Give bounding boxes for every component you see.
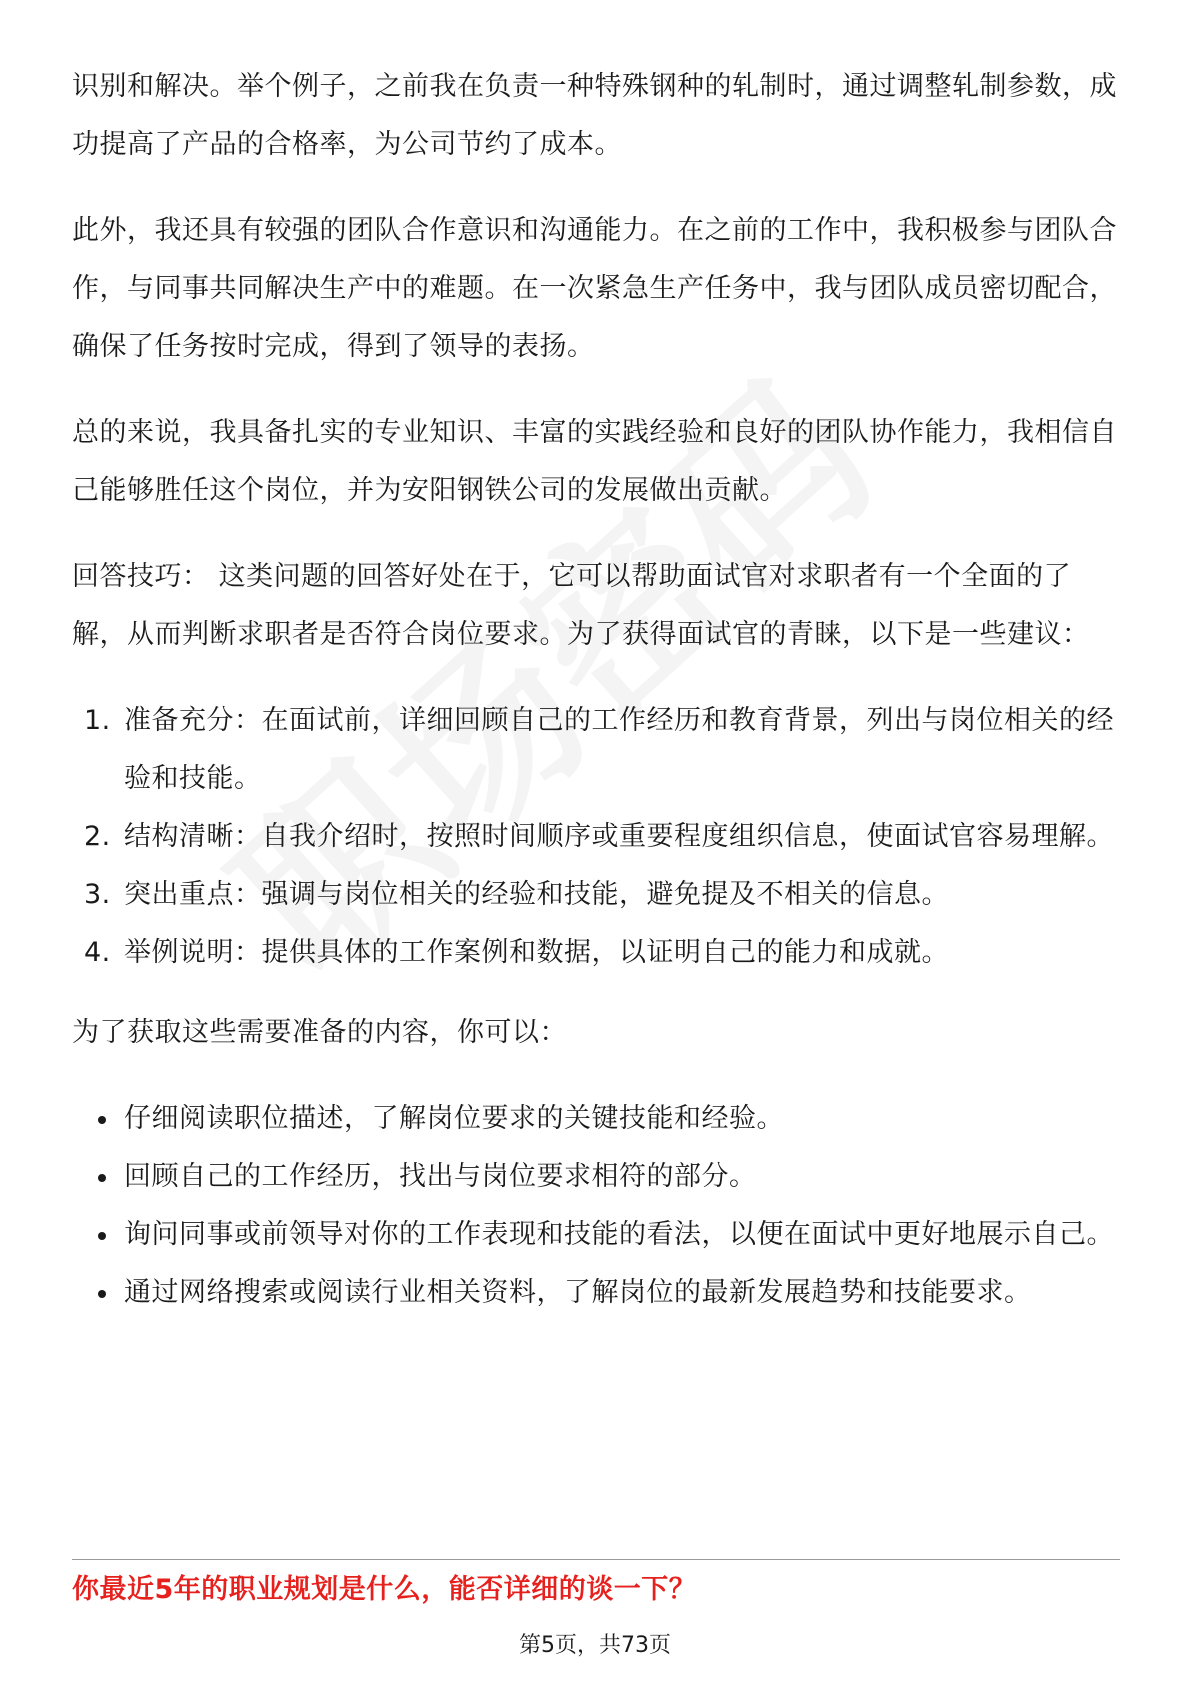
bullet-icon (98, 1290, 106, 1298)
list-item-text: 仔细阅读职位描述，了解岗位要求的关键技能和经验。 (124, 1103, 784, 1134)
list-item (72, 1090, 1120, 1148)
section-divider (72, 1559, 1120, 1560)
list-number: 3. (84, 879, 111, 910)
paragraph: 总的来说，我具备扎实的专业知识、丰富的实践经验和良好的团队协作能力，我相信自己能够胜任这个岗位，并为安阳钢铁公司的发展做出贡献。 (72, 417, 1117, 506)
list-item (72, 808, 1120, 866)
answer-tips-intro: 回答技巧： 这类问题的回答好处在于，它可以帮助面试官对求职者有一个全面的了解，从而判断求职者是否符合岗位要求。为了获得面试官的青睐，以下是一些建议： (72, 561, 1090, 650)
list-item (72, 866, 1120, 924)
tips-list (72, 692, 1120, 982)
bullet-icon (98, 1116, 106, 1124)
list-item (72, 1148, 1120, 1206)
list-number: 2. (84, 821, 111, 852)
list-item (72, 1206, 1120, 1264)
list-number: 1. (84, 705, 111, 736)
list-item (72, 1264, 1120, 1322)
list-item-text: 通过网络搜索或阅读行业相关资料，了解岗位的最新发展趋势和技能要求。 (124, 1277, 1032, 1308)
list-item-text: 举例说明：提供具体的工作案例和数据，以证明自己的能力和成就。 (124, 937, 949, 968)
list-item (72, 692, 1120, 808)
list-item-text: 准备充分：在面试前，详细回顾自己的工作经历和教育背景，列出与岗位相关的经验和技能。 (124, 705, 1114, 794)
bullet-icon (98, 1174, 106, 1182)
paragraph: 此外，我还具有较强的团队合作意识和沟通能力。在之前的工作中，我积极参与团队合作，与同事共同解决生产中的难题。在一次紧急生产任务中，我与团队成员密切配合，确保了任务按时完成，得到了领导的表扬。 (72, 215, 1117, 362)
bullet-icon (98, 1232, 106, 1240)
list-item-text: 突出重点：强调与岗位相关的经验和技能，避免提及不相关的信息。 (124, 879, 949, 910)
list-item-text: 回顾自己的工作经历，找出与岗位要求相符的部分。 (124, 1161, 757, 1192)
list-item-text: 询问同事或前领导对你的工作表现和技能的看法，以便在面试中更好地展示自己。 (124, 1219, 1114, 1250)
page-content (72, 58, 1120, 1322)
list-item-text: 结构清晰：自我介绍时，按照时间顺序或重要程度组织信息，使面试官容易理解。 (124, 821, 1114, 852)
actions-list (72, 1090, 1120, 1322)
paragraph: 为了获取这些需要准备的内容，你可以： (72, 1017, 567, 1048)
next-question-heading: 你最近5年的职业规划是什么，能否详细的谈一下？ (72, 1574, 697, 1605)
list-number: 4. (84, 937, 111, 968)
page-number: 第5页，共73页 (519, 1633, 671, 1658)
list-item (72, 924, 1120, 982)
paragraph: 识别和解决。举个例子，之前我在负责一种特殊钢种的轧制时，通过调整轧制参数，成功提高了产品的合格率，为公司节约了成本。 (72, 71, 1117, 160)
